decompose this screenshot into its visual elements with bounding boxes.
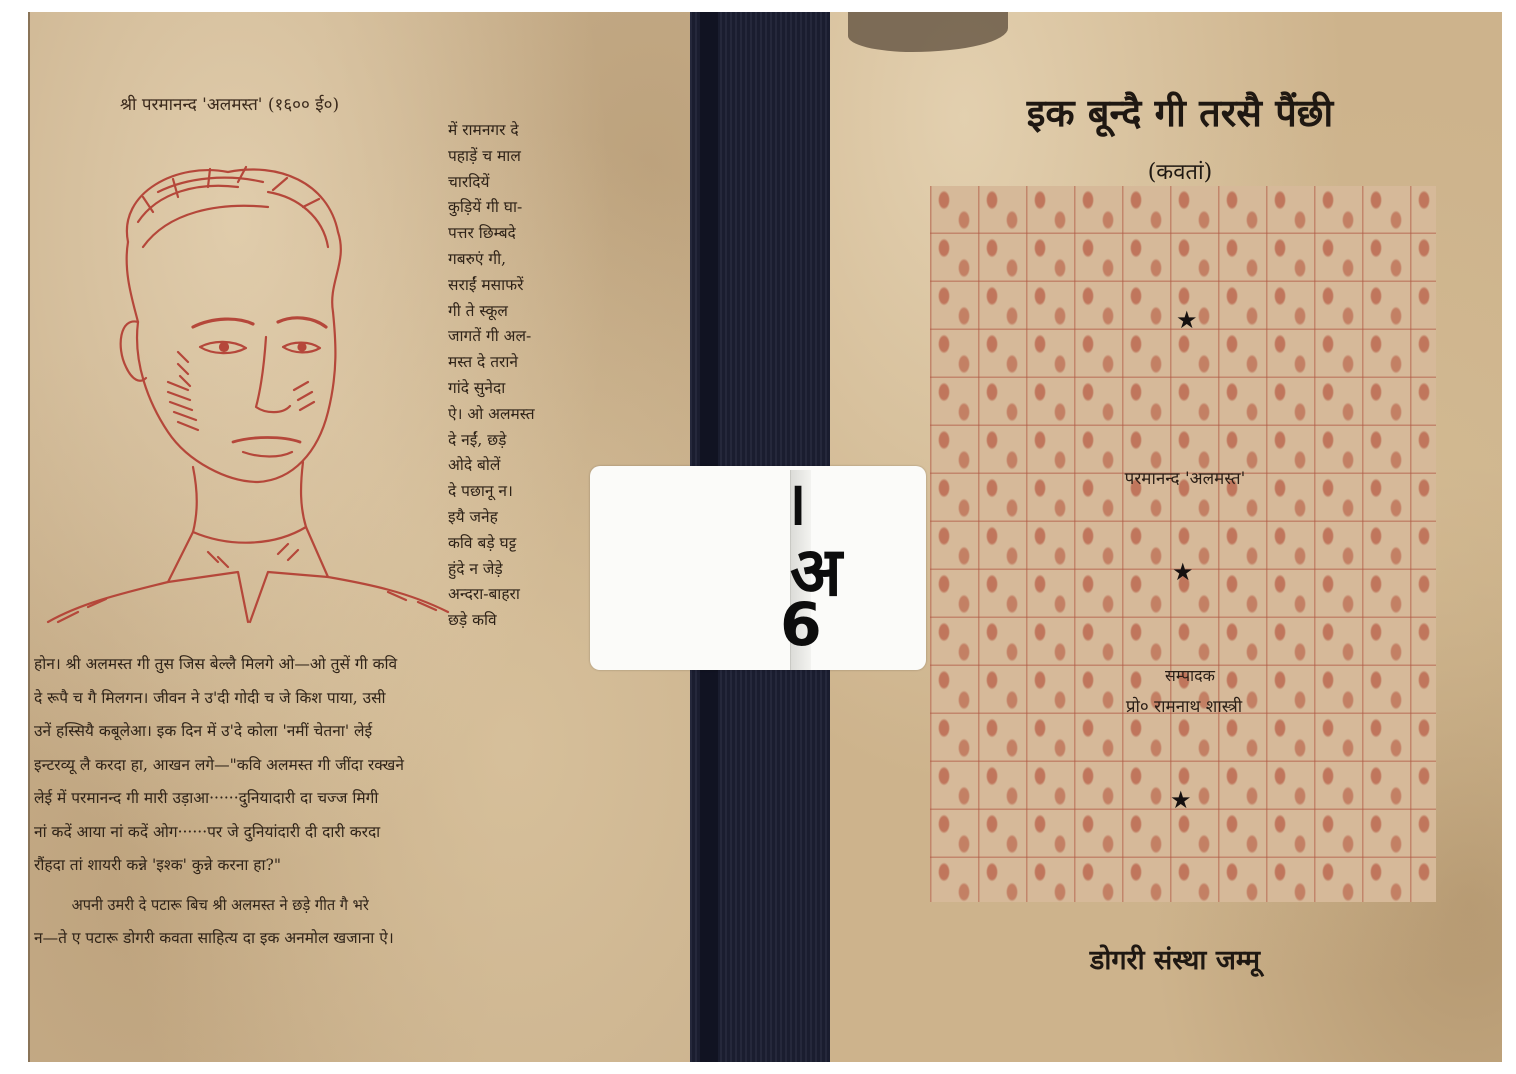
body-line: दे रूपै च गै मिलगन। जीवन ने उ'दी गोदी च जे किश पाया, उसी [34,688,386,707]
author-name: परमानन्द 'अलमस्त' [1124,469,1246,489]
side-line: पहाड़ें च माल [448,146,521,165]
book-title: इक बून्दै गी तरसै पैंछी [1026,90,1334,135]
call-number-line: अ [790,533,842,612]
back-cover-body-text [34,648,574,956]
side-line: हुंदे न जेड़े [448,559,503,578]
poet-portrait-illustration [28,152,458,652]
side-line: जागतें गी अल- [448,327,532,346]
side-line: गी ते स्कूल [448,301,508,320]
star-ornament: ★ [1170,786,1192,814]
side-line: ऐ। ओ अलमस्त [448,404,535,423]
side-line: दे नईं, छड़े [448,430,507,449]
star-ornament: ★ [1172,558,1194,586]
side-text-column [448,118,572,634]
side-line: चारदियें [448,172,490,191]
side-line: दे पछानू न। [448,482,513,501]
body-line: रौंहदा तां शायरी कन्ने 'इश्क' कुन्ने करना हा?" [34,856,281,874]
body-line: लेई में परमानन्द गी मारी उड़ाआ······दुनियादारी दा चज्ज मिगी [34,789,379,807]
body-line: होन। श्री अलमस्त गी तुस जिस बेल्लै मिलगे ओ—ओ तुसें गी कवि [34,655,398,673]
body-line: अपनी उमरी दे पटारू बिच श्री अलमस्त ने छड़े गीत गै भरे [71,895,369,914]
publisher-name: डोगरी संस्था जम्मू [1089,945,1261,976]
call-number-line: 6 [780,590,822,660]
call-number-line: । [784,469,807,539]
side-line: सराईं मसाफरें [448,275,524,294]
side-line: ओदे बोलें [448,456,501,475]
side-line: में रामनगर दे [448,121,519,139]
editor-label: सम्पादक [1165,666,1215,685]
editor-name: प्रो० रामनाथ शास्त्री [1125,697,1243,717]
book-subtitle: (कवतां) [1147,160,1213,185]
body-line: इन्टरव्यू लै करदा हा, आखन लगे—"कवि अलमस्त गी जींदा रक्खने [34,755,404,774]
side-line: पत्तर छिम्बदे [448,224,516,243]
handwritten-call-number [768,460,878,680]
body-line: न—ते ए पटारू डोगरी कवता साहित्य दा इक अनमोल खजाना ऐ। [34,929,394,947]
side-line: गबरुएं गी, [448,249,507,268]
side-line: इयै जनेह [448,507,498,526]
side-line: गांदे सुनेदा [448,378,506,397]
body-line: उनें हस्सियै कबूलेआ। इक दिन में उ'दे कोला 'नमीं चेतना' लेई [34,722,373,740]
side-line: कवि बड़े घट्ट [448,533,517,552]
side-line: अन्दरा-बाहरा [448,585,520,604]
body-line: नां कदें आया नां कदें ओग······पर जे दुनियांदारी दी दारी करदा [34,822,381,841]
star-ornament: ★ [1176,306,1198,334]
side-line: कुड़ियें गी घा- [448,198,523,217]
side-line: मस्त दे तराने [448,353,519,372]
portrait-caption: श्री परमानन्द 'अलमस्त' (१६०० ई०) [120,95,340,115]
side-line: छड़े कवि [448,611,497,630]
